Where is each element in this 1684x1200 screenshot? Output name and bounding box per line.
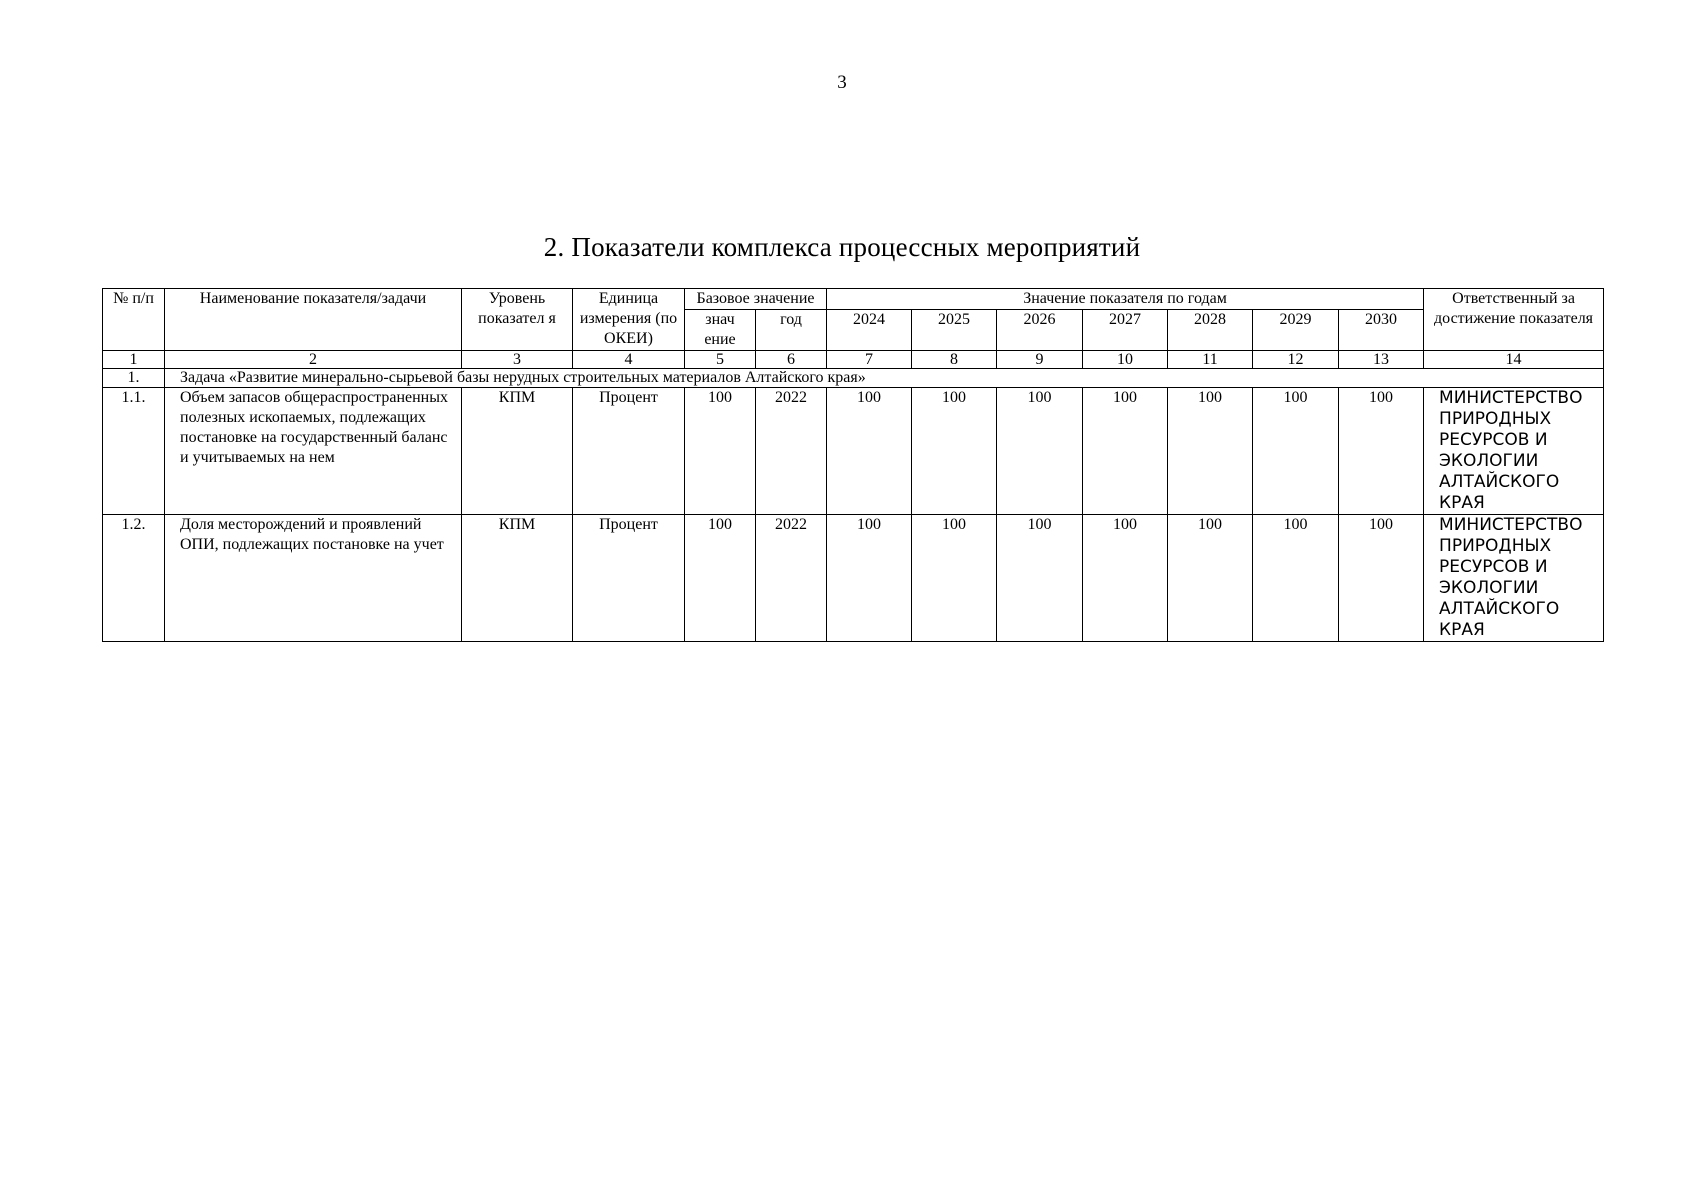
row-value-2030: 100 <box>1339 388 1424 515</box>
column-number: 6 <box>756 351 827 369</box>
row-responsible: МИНИСТЕРСТВО ПРИРОДНЫХ РЕСУРСОВ И ЭКОЛОГИИ АЛТАЙСКОГО КРАЯ <box>1424 515 1604 642</box>
indicators-table <box>102 288 1604 642</box>
header-name: Наименование показателя/задачи <box>165 289 462 351</box>
row-num: 1.1. <box>103 388 165 515</box>
header-year-2024: 2024 <box>827 310 912 351</box>
page-title: 2. Показатели комплекса процессных мероприятий <box>543 232 1141 262</box>
row-indicator-name: Доля месторождений и проявлений ОПИ, подлежащих постановке на учет <box>165 515 462 642</box>
column-number: 3 <box>462 351 573 369</box>
task-num: 1. <box>103 369 165 388</box>
row-value-2025: 100 <box>912 515 997 642</box>
header-level: Уровень показател я <box>462 289 573 351</box>
row-indicator-name: Объем запасов общераспространенных полезных ископаемых, подлежащих постановке на государственный баланс и учитываемых на нем <box>165 388 462 515</box>
row-value-2026: 100 <box>997 515 1083 642</box>
row-base-value: 100 <box>685 388 756 515</box>
header-base-value: знач ение <box>685 310 756 351</box>
task-row <box>103 369 1604 388</box>
header-year-2030: 2030 <box>1339 310 1424 351</box>
table-row <box>103 515 1604 642</box>
row-base-value: 100 <box>685 515 756 642</box>
column-number: 12 <box>1253 351 1339 369</box>
row-value-2027: 100 <box>1083 515 1168 642</box>
row-value-2028: 100 <box>1168 515 1253 642</box>
header-responsible: Ответственный за достижение показателя <box>1424 289 1604 351</box>
header-year-2029: 2029 <box>1253 310 1339 351</box>
row-num: 1.2. <box>103 515 165 642</box>
row-level: КПМ <box>462 388 573 515</box>
header-base-year: год <box>756 310 827 351</box>
header-num: № п/п <box>103 289 165 351</box>
row-base-year: 2022 <box>756 515 827 642</box>
row-value-2030: 100 <box>1339 515 1424 642</box>
column-number: 7 <box>827 351 912 369</box>
column-number: 4 <box>573 351 685 369</box>
column-number: 11 <box>1168 351 1253 369</box>
header-years-group: Значение показателя по годам <box>827 289 1424 310</box>
row-value-2027: 100 <box>1083 388 1168 515</box>
column-number: 2 <box>165 351 462 369</box>
table-row <box>103 388 1604 515</box>
column-number: 14 <box>1424 351 1604 369</box>
column-number: 10 <box>1083 351 1168 369</box>
row-unit: Процент <box>573 388 685 515</box>
header-year-2025: 2025 <box>912 310 997 351</box>
row-unit: Процент <box>573 515 685 642</box>
row-value-2029: 100 <box>1253 388 1339 515</box>
column-number: 9 <box>997 351 1083 369</box>
row-value-2024: 100 <box>827 388 912 515</box>
header-base: Базовое значение <box>685 289 827 310</box>
header-year-2027: 2027 <box>1083 310 1168 351</box>
header-row-1 <box>103 289 1604 310</box>
column-number: 13 <box>1339 351 1424 369</box>
column-number-row <box>103 351 1604 369</box>
page-number: 3 <box>837 72 847 93</box>
header-year-2028: 2028 <box>1168 310 1253 351</box>
row-value-2024: 100 <box>827 515 912 642</box>
header-unit: Единица измерения (по ОКЕИ) <box>573 289 685 351</box>
task-text: Задача «Развитие минерально-сырьевой базы нерудных строительных материалов Алтайского края» <box>165 369 1604 388</box>
row-responsible: МИНИСТЕРСТВО ПРИРОДНЫХ РЕСУРСОВ И ЭКОЛОГИИ АЛТАЙСКОГО КРАЯ <box>1424 388 1604 515</box>
row-level: КПМ <box>462 515 573 642</box>
header-year-2026: 2026 <box>997 310 1083 351</box>
row-base-year: 2022 <box>756 388 827 515</box>
row-value-2025: 100 <box>912 388 997 515</box>
column-number: 1 <box>103 351 165 369</box>
column-number: 8 <box>912 351 997 369</box>
column-number: 5 <box>685 351 756 369</box>
row-value-2028: 100 <box>1168 388 1253 515</box>
row-value-2029: 100 <box>1253 515 1339 642</box>
row-value-2026: 100 <box>997 388 1083 515</box>
